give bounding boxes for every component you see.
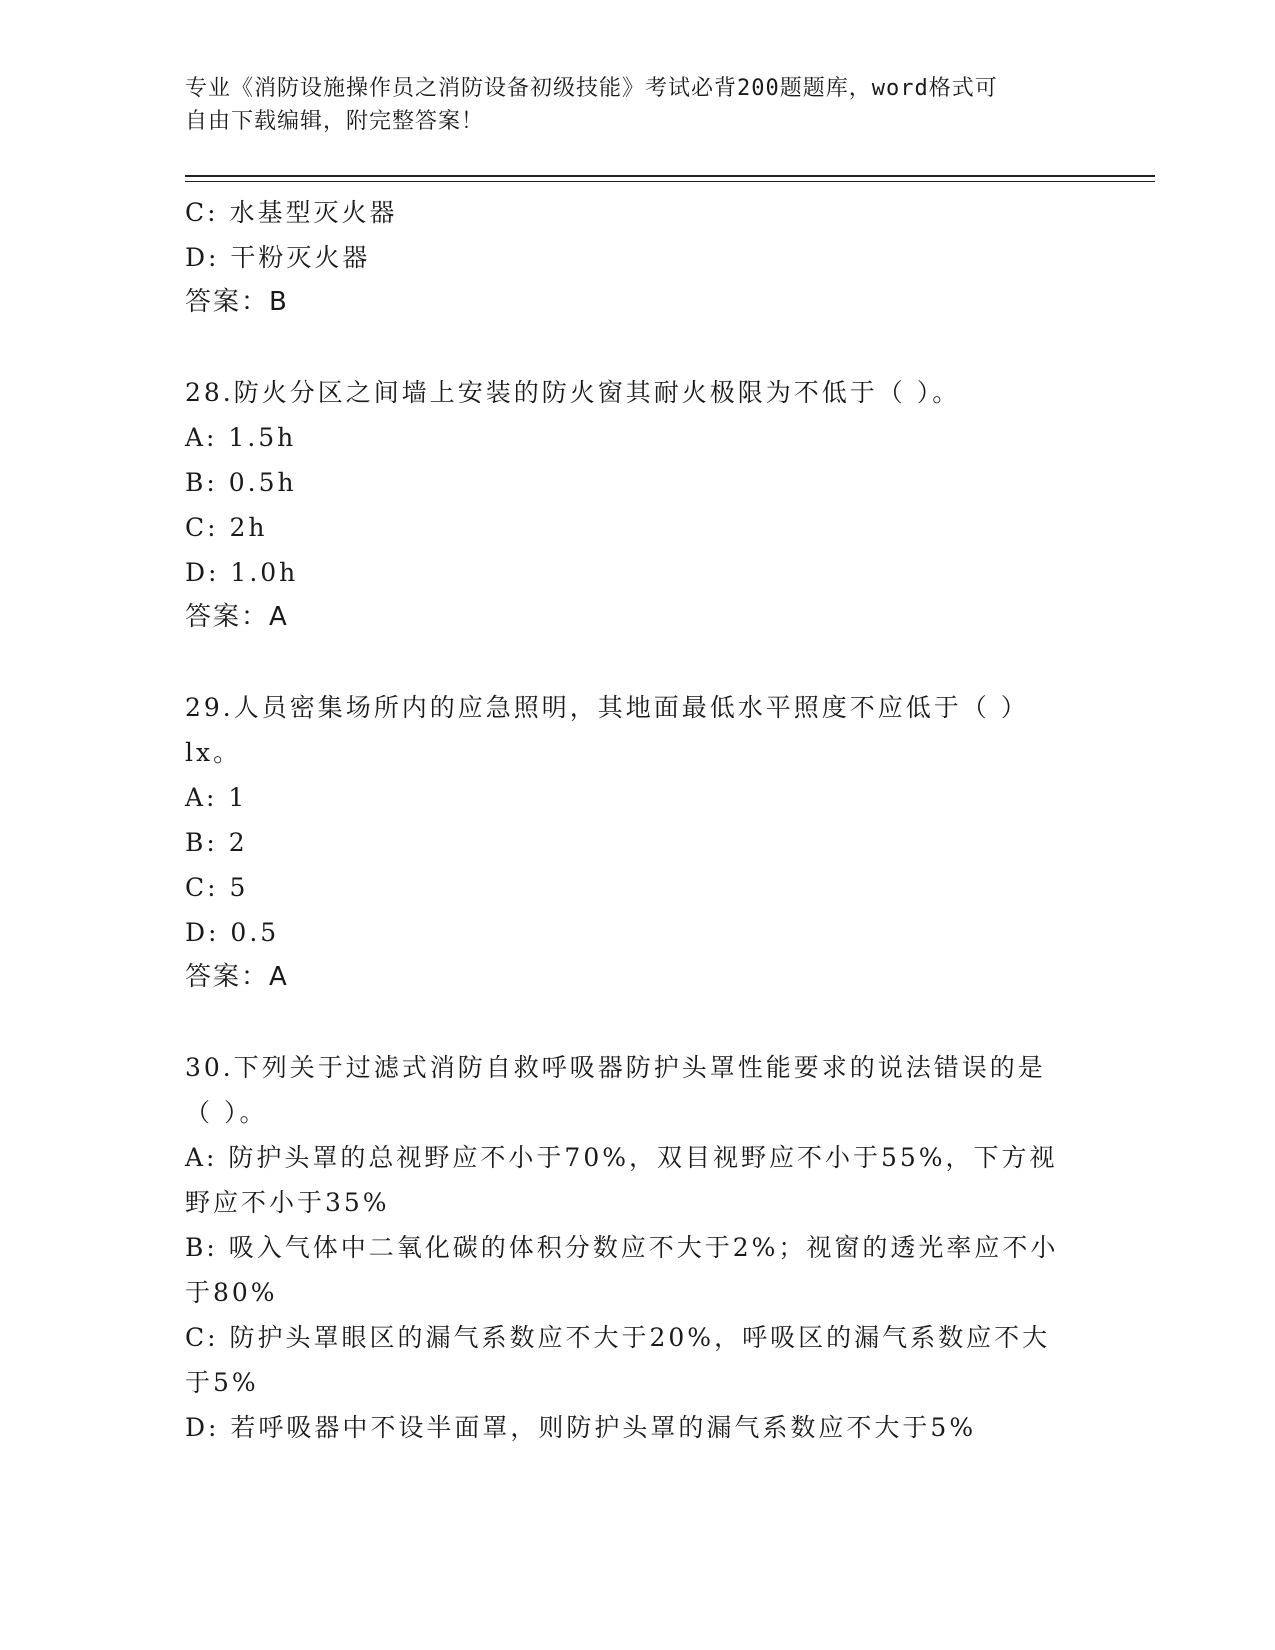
option-b-line-2: 于80% [185, 1278, 278, 1307]
option-c-line-2: 于5% [185, 1368, 259, 1397]
spacer [185, 640, 1085, 685]
answer-line: 答案：B [185, 287, 289, 317]
option-c: C: 5 [185, 873, 249, 902]
option-d: D: 1.0h [185, 558, 299, 587]
spacer [185, 1000, 1085, 1045]
header-title-line-1: 专业《消防设施操作员之消防设备初级技能》考试必背200题题库，word格式可 [185, 76, 998, 101]
header-title-line-2: 自由下载编辑，附完整答案！ [185, 109, 485, 134]
question-stem: 28.防火分区之间墙上安装的防火窗其耐火极限为不低于（ ）。 [185, 378, 961, 407]
option-b: B: 2 [185, 828, 248, 857]
question-28 [185, 370, 1085, 640]
question-30 [185, 1045, 1085, 1450]
option-b-line-1: B: 吸入气体中二氧化碳的体积分数应不大于2%；视窗的透光率应不小 [185, 1233, 1059, 1262]
option-a: A: 1.5h [185, 423, 297, 452]
document-header [185, 72, 1065, 138]
question-stem-line-2: lx。 [185, 738, 242, 767]
option-d: D: 若呼吸器中不设半面罩，则防护头罩的漏气系数应不大于5% [185, 1413, 977, 1442]
answer-line: 答案：A [185, 602, 289, 632]
option-a-line-2: 野应不小于35% [185, 1188, 390, 1217]
option-c: C: 2h [185, 513, 268, 542]
option-a: A: 1 [185, 783, 248, 812]
option-d: D: 0.5 [185, 918, 280, 947]
header-divider-thick [185, 175, 1155, 177]
option-a-line-1: A: 防护头罩的总视野应不小于70%，双目视野应不小于55%，下方视 [185, 1143, 1058, 1172]
option-b: B: 0.5h [185, 468, 297, 497]
question-list [185, 190, 1085, 1450]
option-c: C: 水基型灭火器 [185, 198, 398, 227]
option-d: D: 干粉灭火器 [185, 243, 371, 272]
question-27-tail [185, 190, 1085, 325]
spacer [185, 325, 1085, 370]
answer-line: 答案：A [185, 962, 289, 992]
header-divider-thin [185, 181, 1155, 182]
question-29 [185, 685, 1085, 1000]
question-stem-line-1: 30.下列关于过滤式消防自救呼吸器防护头罩性能要求的说法错误的是 [185, 1053, 1046, 1082]
option-c-line-1: C: 防护头罩眼区的漏气系数应不大于20%，呼吸区的漏气系数应不大 [185, 1323, 1051, 1352]
question-stem-line-1: 29.人员密集场所内的应急照明，其地面最低水平照度不应低于（ ） [185, 693, 1029, 722]
question-stem-line-2: （ ）。 [185, 1098, 268, 1127]
